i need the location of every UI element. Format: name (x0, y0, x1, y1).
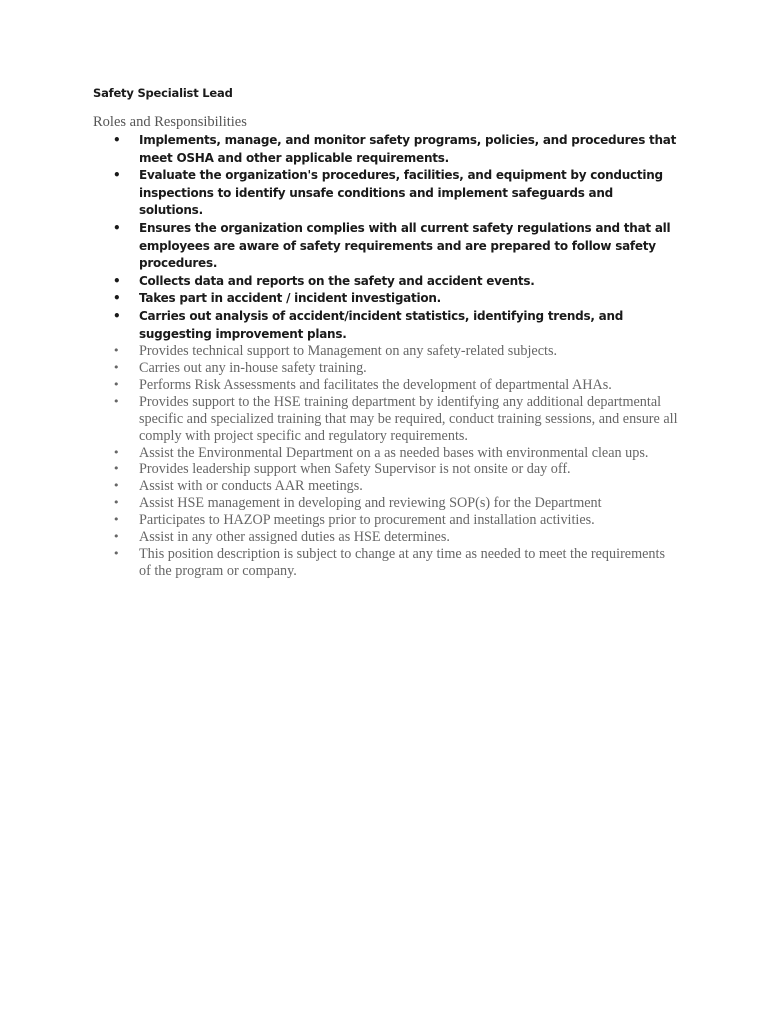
list-item: • Collects data and reports on the safety and accident events. (109, 273, 679, 291)
list-item: • Assist the Environmental Department on a as needed bases with environmental clean ups. (109, 445, 679, 462)
list-item: • Assist in any other assigned duties as HSE determines. (109, 529, 679, 546)
list-item: • Carries out any in-house safety training. (109, 360, 679, 377)
list-item: • Provides technical support to Management on any safety-related subjects. (109, 343, 679, 360)
list-item: • Assist HSE management in developing and reviewing SOP(s) for the Department (109, 495, 679, 512)
list-item: • Provides support to the HSE training department by identifying any additional departmental specific and specialized training that may be required, conduct training sessions, and ensure all comply with project specific and regulatory requirements. (109, 394, 679, 445)
list-item: • Implements, manage, and monitor safety programs, policies, and procedures that meet OSHA and other applicable requirements. (109, 132, 679, 167)
responsibilities-list (109, 132, 679, 580)
list-item: • Provides leadership support when Safety Supervisor is not onsite or day off. (109, 461, 679, 478)
list-item: • Takes part in accident / incident investigation. (109, 290, 679, 308)
section-heading-roles: Roles and Responsibilities (93, 114, 247, 130)
list-item: • Participates to HAZOP meetings prior to procurement and installation activities. (109, 512, 679, 529)
list-item: • Carries out analysis of accident/incident statistics, identifying trends, and suggesting improvement plans. (109, 308, 679, 343)
list-item: • This position description is subject to change at any time as needed to meet the requirements of the program or company. (109, 546, 679, 580)
list-item: • Performs Risk Assessments and facilitates the development of departmental AHAs. (109, 377, 679, 394)
list-item: • Evaluate the organization's procedures, facilities, and equipment by conducting inspections to identify unsafe conditions and implement safeguards and solutions. (109, 167, 679, 220)
list-item: • Assist with or conducts AAR meetings. (109, 478, 679, 495)
document-title: Safety Specialist Lead (93, 86, 233, 100)
list-item: • Ensures the organization complies with all current safety regulations and that all employees are aware of safety requirements and are prepared to follow safety procedures. (109, 220, 679, 273)
